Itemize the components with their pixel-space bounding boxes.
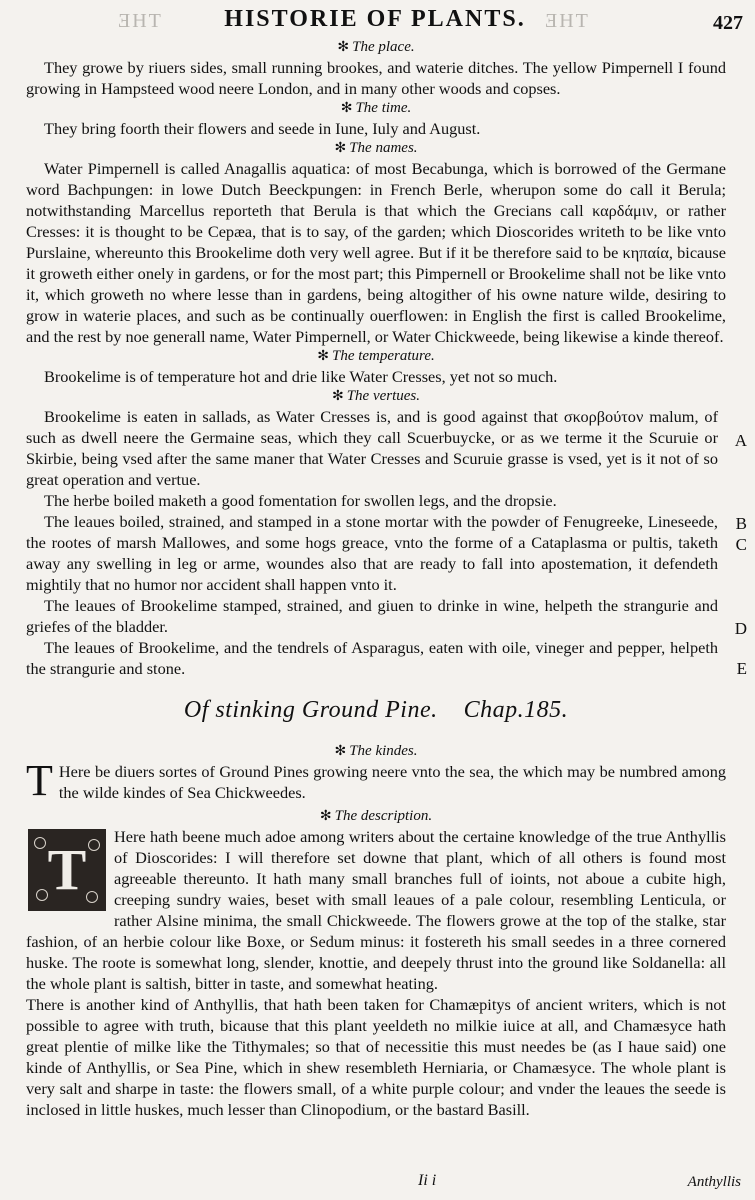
margin-mark-b: B (735, 514, 747, 533)
ornamental-initial-letter: T (47, 837, 87, 902)
section-heading-vertues: ✻ The vertues. (331, 388, 421, 404)
paragraph-vertue-b: The herbe boiled maketh a good fomentation for swollen legs, and the dropsie. (44, 491, 557, 510)
margin-mark-d: D (734, 619, 747, 638)
section-heading-kindes: ✻ The kindes. (334, 743, 418, 759)
paragraph-description: T Here hath beene much adoe among writers about the certaine knowledge of the true Anthyllis of Dioscorides: I will therefore set downe that plant, which of all others is found most agreeable thereunto. It hath many small branches full of ioints, not aboue a cubite high, creeping sundry waies, beset with small leaues of a pale colour, resembling Lenticula, or rather Alsine minima, the small Chickweede. The flowers growe at the top of the stalke, star fashion, of an herbie colour like Boxe, or Sedum minus: it fostereth his small seedes in a three cornered huske. The roote is somewhat long, slender, knottie, and deepely thrust into the ground like Soldanella: all the whole plant is saltish, bitter in taste, and somewhat heating. (26, 827, 726, 993)
page-body (26, 38, 726, 1120)
page-footer (0, 1170, 755, 1196)
drop-capital: T (26, 756, 53, 805)
margin-mark-c: C (735, 535, 747, 554)
signature-mark: Ii i (418, 1172, 437, 1189)
chapter-heading (26, 697, 726, 724)
page-number: 427 (713, 12, 743, 34)
asterism-icon: ✻ (334, 141, 347, 156)
paragraph-kindes: T Here be diuers sortes of Ground Pines growing neere vnto the sea, the which may be numbred among the wilde kindes of Sea Chickweedes. (26, 756, 726, 805)
margin-mark-e: E (736, 659, 747, 678)
running-header (0, 4, 755, 34)
asterism-icon: ✻ (334, 744, 347, 759)
paragraph-time: They bring foorth their flowers and seede in Iune, Iuly and August. (44, 119, 481, 138)
bleed-through-text-right: ƎHT (545, 10, 590, 32)
ornamental-initial (28, 829, 106, 911)
paragraph-vertue-e: The leaues of Brookelime, and the tendrels of Asparagus, eaten with oile, vineger and pepper, helpeth the strangurie and stone. (26, 638, 718, 678)
section-heading-temperature: ✻ The temperature. (317, 348, 435, 364)
section-heading-names: ✻ The names. (334, 140, 418, 156)
paragraph-vertue-a: Brookelime is eaten in sallads, as Water Cresses is, and is good against that σκορβούτον malum, of such as dwell neere the Germaine seas, which they call Scuerbuycke, or as we terme it the Scuruie or Skirbie, being vsed after the same maner that Water Cresses and Scuruie grasse is vsed, yet is it not of so great operation and vertue. (26, 407, 718, 489)
page-title: HISTORIE OF PLANTS. (224, 6, 526, 32)
chapter-number: Chap.185. (463, 697, 569, 723)
section-heading-description: ✻ The description. (319, 808, 433, 824)
asterism-icon: ✻ (319, 809, 332, 824)
paragraph-vertue-c: The leaues boiled, strained, and stamped in a stone mortar with the powder of Fenugreeke, Lineseede, the rootes of marsh Mallowes, and some hogs greace, vnto the forme of a Cataplasma or pultis, taketh away any swelling in leg or arme, woundes also that are ready to fall into apostemation, it defendeth mightily that no humor nor accident shall happen vnto it. (26, 512, 718, 594)
asterism-icon: ✻ (340, 101, 353, 116)
paragraph-names: Water Pimpernell is called Anagallis aquatica: of most Becabunga, which is borrowed of the Germane word Bachpungen: in lowe Dutch Beeckpungen: in French Berle, wherupon some do call it Berula; notwithstanding Marcellus reporteth that Berula is that which the Grecians call καρδάμιν, or rather Cresses: it is thought to be Cepæa, that is to say, of the garden; which Dioscorides writeth to be like vnto Purslaine, whereunto this Brookelime doth very well agree. But if it be therefore said to be κηπαία, bicause it groweth either onely in gardens, or for the most part; this Pimpernell or Brookelime shall not be like vnto it, which groweth no where lesse than in gardens, being altogither of his owne nature wilde, desiring to grow in waterie places, and such as be continually ouerflowen: in English the first is called Brookelime, and the rest by noe generall name, Water Pimpernell, or Water Chickweede, being likewise a kinde thereof. (26, 159, 726, 346)
section-heading-place: ✻ The place. (337, 39, 415, 55)
paragraph-temperature: Brookelime is of temperature hot and drie like Water Cresses, yet not so much. (44, 367, 558, 386)
bleed-through-text: ƎHT (118, 10, 163, 32)
asterism-icon: ✻ (337, 40, 350, 55)
catchword: Anthyllis (687, 1174, 741, 1190)
paragraph-place: They growe by riuers sides, small running brookes, and waterie ditches. The yellow Pimpernell I found growing in Hampsteed wood neere London, and in many other woods and copses. (26, 58, 726, 98)
margin-mark-a: A (734, 431, 747, 450)
paragraph-description-2: There is another kind of Anthyllis, that hath been taken for Chamæpitys of ancient writers, which is not possible to agree with truth, bicause that this plant yeeldeth no milkie iuice at all, and Chamæsyce hath great plentie of milke like the Tithymales; so that of necessitie this must needes be (as I haue said) one kinde of Anthyllis, or Sea Pine, which in shew resembleth Herniaria, or Chamæsyce. The whole plant is very salt and sharpe in taste: the flowers small, of a white purple colour; and vnder the leaues the seede is inclosed in little huskes, much lesser than Clinopodium, or the bastard Basill. (26, 995, 726, 1119)
section-heading-time: ✻ The time. (340, 100, 412, 116)
paragraph-vertue-d: The leaues of Brookelime stamped, strained, and giuen to drinke in wine, helpeth the strangurie and griefes of the bladder. (26, 596, 718, 636)
asterism-icon: ✻ (331, 389, 344, 404)
chapter-title: Of stinking Ground Pine. (183, 697, 438, 723)
asterism-icon: ✻ (317, 349, 329, 364)
